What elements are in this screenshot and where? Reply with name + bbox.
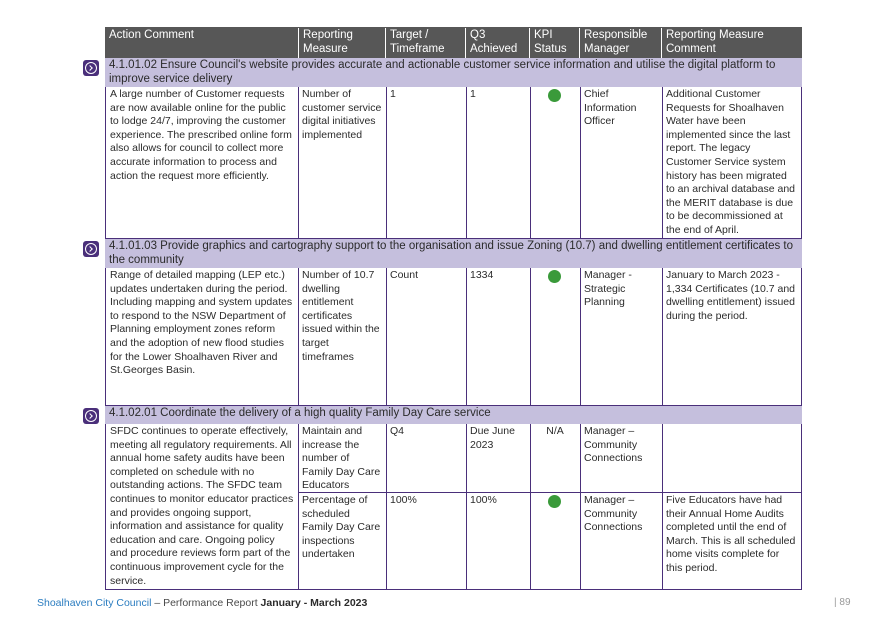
reporting-measure: Number of 10.7 dwelling entitlement certificates issued within the target timeframes xyxy=(302,269,380,363)
kpi-status xyxy=(530,268,580,405)
page-number: | 89 xyxy=(834,597,851,608)
section-band: 4.1.02.01 Coordinate the delivery of a high quality Family Day Care service xyxy=(105,406,802,424)
kpi-green-dot-icon xyxy=(548,89,561,102)
header-q3-achieved: Q3 Achieved xyxy=(465,28,529,58)
kpi-status xyxy=(530,424,580,492)
measure-comment: Additional Customer Requests for Shoalhaven Water have been implemented since the last report. The legacy Customer Service system history has been migrated to an archival database and the MERIT database is due to be decommissioned at the end of April. xyxy=(666,88,796,236)
header-kpi-status: KPI Status xyxy=(529,28,579,58)
action-comment: SFDC continues to operate effectively, meeting all regulatory requirements. All annual home safety audits have been completed on schedule with no outstanding actions. The SFDC team continues to monitor educator practices and provides ongoing support, information and assistance for quality education and care. Ongoing policy and procedure reviews form part of the continuous improvement cycle for the service. xyxy=(110,425,294,587)
reporting-measure: Maintain and increase the number of Family Day Care Educators xyxy=(302,425,381,492)
section-body xyxy=(105,424,802,590)
q3-achieved: Due June 2023 xyxy=(470,425,515,451)
page-footer xyxy=(37,597,367,609)
kpi-na-label: N/A xyxy=(546,425,564,437)
action-comment: A large number of Customer requests are now available online for the public to lodge 24/7, improving the customer experience. The prescribed online form also allows for council to collect more accurate information to process and action the request more efficiently. xyxy=(110,88,292,182)
footer-report: – Performance Report xyxy=(151,597,261,609)
q3-achieved: 1334 xyxy=(470,269,494,281)
section-body xyxy=(105,268,802,406)
footer-org: Shoalhaven City Council xyxy=(37,597,152,609)
section-band: 4.1.01.02 Ensure Council's website provides accurate and actionable customer service information and utilise the digital platform to improve service delivery xyxy=(105,58,802,87)
measure-comment: January to March 2023 - 1,334 Certificates (10.7 and dwelling entitlement) issued during the period. xyxy=(666,269,795,322)
chevron-circle-icon[interactable] xyxy=(83,408,99,424)
kpi-green-dot-icon xyxy=(548,495,561,508)
measure-comment: Five Educators have had their Annual Home Audits completed until the end of March. This is all scheduled home visits complete for this period. xyxy=(666,494,796,574)
header-target: Target / Timeframe xyxy=(385,28,465,58)
section-body xyxy=(105,87,802,239)
reporting-measure: Percentage of scheduled Family Day Care inspections undertaken xyxy=(302,494,381,561)
target: 100% xyxy=(390,494,417,506)
reporting-measure: Number of customer service digital initiatives implemented xyxy=(302,88,382,141)
measure-comment xyxy=(662,424,800,492)
header-action-comment: Action Comment xyxy=(109,29,195,41)
header-reporting-measure: Reporting Measure xyxy=(298,28,385,58)
header-responsible-manager: Responsible Manager xyxy=(579,28,661,58)
kpi-green-dot-icon xyxy=(548,270,561,283)
section-band: 4.1.01.03 Provide graphics and cartography support to the organisation and issue Zoning (10.7) and dwelling entitlement certificates to the community xyxy=(105,239,802,268)
responsible-manager: Manager – Community Connections xyxy=(584,425,643,465)
responsible-manager: Manager – Community Connections xyxy=(584,494,643,534)
footer-period: January - March 2023 xyxy=(260,597,368,609)
header-measure-comment: Reporting Measure Comment xyxy=(661,28,802,58)
kpi-status xyxy=(530,87,580,238)
chevron-circle-icon[interactable] xyxy=(83,60,99,76)
table-header xyxy=(105,27,802,58)
kpi-status xyxy=(530,493,580,589)
target: Count xyxy=(390,269,419,281)
target: 1 xyxy=(390,88,396,100)
chevron-circle-icon[interactable] xyxy=(83,241,99,257)
target: Q4 xyxy=(390,425,405,437)
q3-achieved: 100% xyxy=(470,494,497,506)
action-comment: Range of detailed mapping (LEP etc.) updates undertaken during the period. Including mapping and system updates to respond to the NSW Department of Planning employment zones reform and the adoption of new flood studies for the Lower Shoalhaven River and St.Georges Basin. xyxy=(110,269,293,377)
responsible-manager: Chief Information Officer xyxy=(584,88,637,128)
q3-achieved: 1 xyxy=(470,88,476,100)
responsible-manager: Manager - Strategic Planning xyxy=(584,269,632,309)
